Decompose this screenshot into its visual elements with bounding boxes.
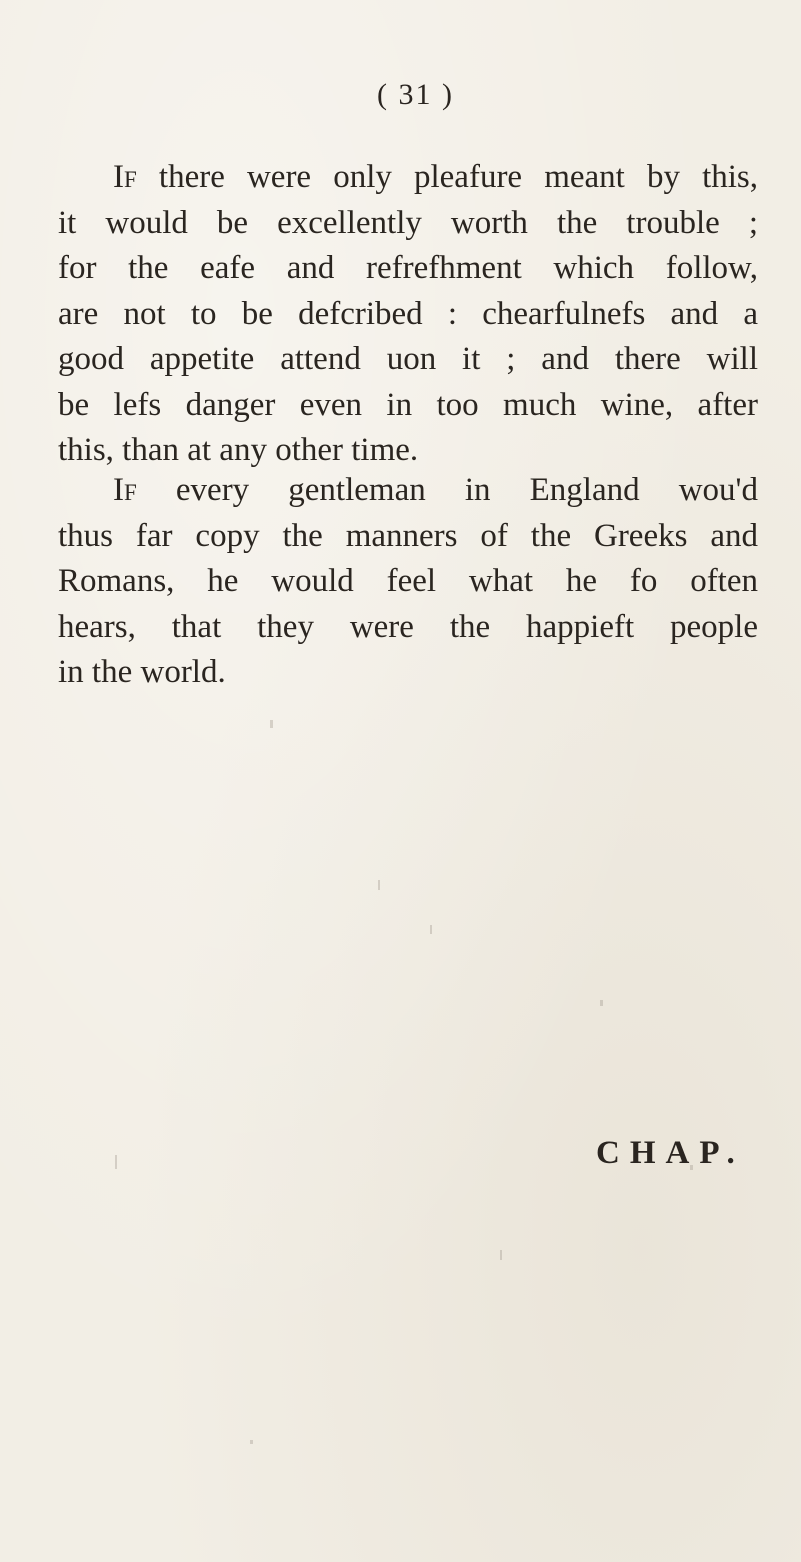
text-line: are not to be defcribed : chearfulnefs and a [58, 295, 758, 332]
paper-speck [430, 925, 432, 934]
paper-speck [500, 1250, 502, 1260]
text-line: for the eafe and refrefhment which follow, [58, 250, 758, 286]
text-line: it would be excellently worth the trouble ; [58, 204, 758, 241]
page-number-text: ( 31 ) [377, 78, 454, 111]
text-line: If every gentleman in England wou'd [113, 472, 758, 508]
page-number [0, 78, 801, 112]
initial-word: If [113, 472, 137, 508]
text-line: good appetite attend uon it ; and there will [58, 341, 758, 377]
paper-speck [115, 1155, 117, 1169]
paper-speck [270, 720, 273, 728]
catchword: CHAP. [596, 1135, 745, 1171]
text-line: be lefs danger even in too much wine, after [58, 386, 758, 423]
text-line: If there were only pleafure meant by this, [113, 159, 758, 195]
paragraph-2 [58, 468, 758, 696]
paper-speck [690, 1165, 693, 1170]
initial-word: If [113, 159, 137, 195]
text-line: in the world. [58, 654, 226, 690]
text-line: hears, that they were the happieft people [58, 608, 758, 645]
paper-speck [378, 880, 380, 890]
paper-speck [250, 1440, 253, 1444]
text-line: this, than at any other time. [58, 432, 419, 468]
text-line: Romans, he would feel what he fo often [58, 563, 758, 599]
paper-speck [600, 1000, 603, 1006]
text-line: thus far copy the manners of the Greeks and [58, 517, 758, 554]
paragraph-1 [58, 155, 758, 474]
